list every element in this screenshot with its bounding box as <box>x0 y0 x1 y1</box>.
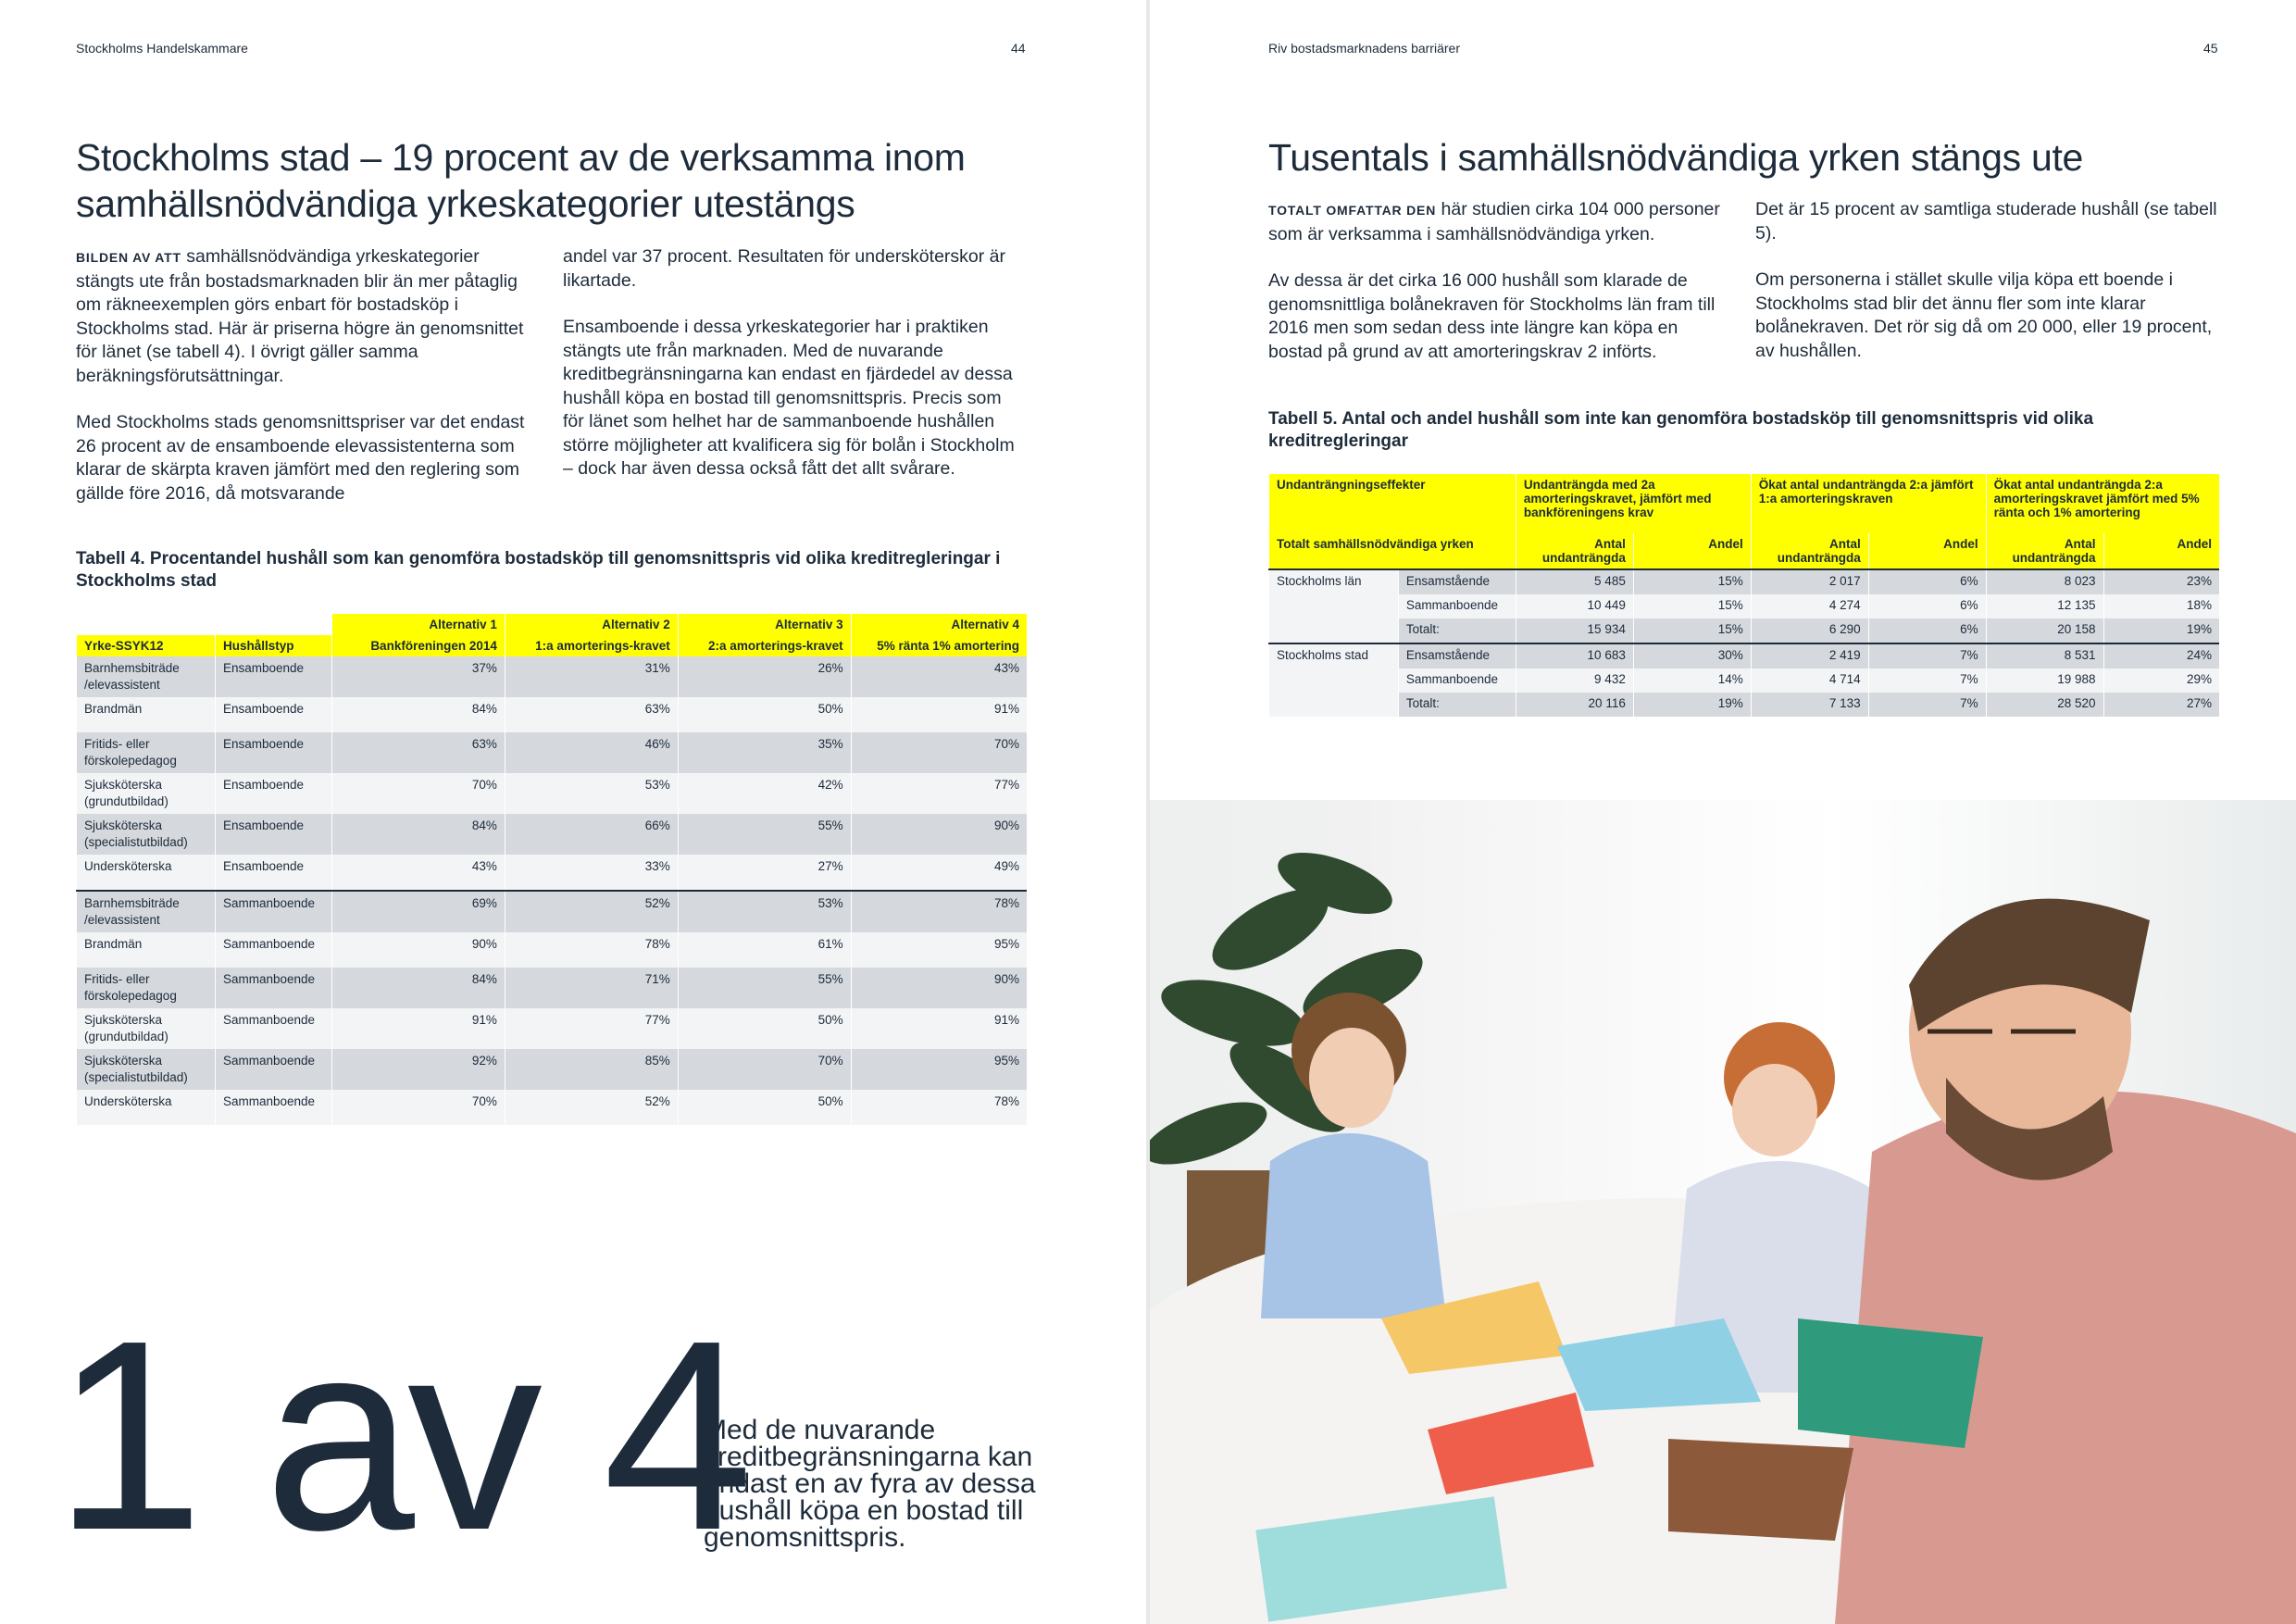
table-row <box>77 1049 1028 1090</box>
alt-header: Alternativ 4 <box>851 614 1027 635</box>
table-cell: 78% <box>851 1090 1027 1125</box>
table-cell: Ensamboende <box>215 732 331 773</box>
table-cell: 50% <box>678 1090 851 1125</box>
table-cell: Sammanboende <box>215 891 331 932</box>
table-cell: 84% <box>331 814 505 855</box>
table-cell: 20 158 <box>1986 618 2103 643</box>
table-cell: Sammanboende <box>215 1049 331 1090</box>
table-cell: 10 449 <box>1516 594 1633 618</box>
paragraph <box>76 245 539 388</box>
table-cell: 55% <box>678 968 851 1008</box>
column-header: Undanträngda med 2a amorteringskravet, jämfört med bankföreningens krav <box>1516 474 1751 533</box>
column-header: Antal undanträngda <box>1516 533 1633 569</box>
table-subheader-row <box>1269 533 2220 569</box>
table-cell: 49% <box>851 855 1027 891</box>
table-cell: Brandmän <box>77 697 216 732</box>
paragraph-text: här studien cirka 104 000 personer som är verksamma i samhällsnödvändiga yrken. <box>1268 199 1720 244</box>
table-row <box>1269 643 2220 668</box>
table-caption: Tabell 5. Antal och andel hushåll som inte kan genomföra bostadsköp till genomsnittspris vid olika kreditregleringar <box>1268 409 2094 451</box>
table-cell: 6% <box>1868 569 1986 594</box>
table-cell: Sammanboende <box>215 1090 331 1125</box>
table-caption: Tabell 4. Procentandel hushåll som kan genomföra bostadsköp till genomsnittspris vid olika kreditregleringar i Stockholms stad <box>76 549 1001 591</box>
table-cell: 29% <box>2103 668 2219 693</box>
page-number: 44 <box>1011 41 1026 56</box>
page-title: Tusentals i samhällsnödvändiga yrken stängs ute <box>1268 136 2084 179</box>
table-header-row <box>77 635 1028 656</box>
table-row <box>77 732 1028 773</box>
table-cell: 70% <box>331 773 505 814</box>
table-cell: 8 023 <box>1986 569 2103 594</box>
region-label: Stockholms stad <box>1269 643 1399 717</box>
table-cell: 19 988 <box>1986 668 2103 693</box>
table-cell: 6 290 <box>1751 618 1868 643</box>
column-header: Andel <box>1868 533 1986 569</box>
table-cell: Totalt: <box>1398 693 1516 717</box>
table-row <box>77 932 1028 968</box>
table-cell: 24% <box>2103 643 2219 668</box>
table-row <box>1269 618 2220 643</box>
left-page <box>0 0 1146 1624</box>
table-cell: 6% <box>1868 618 1986 643</box>
table-cell: 70% <box>331 1090 505 1125</box>
table-cell: Ensamstående <box>1398 569 1516 594</box>
table-cell: 28 520 <box>1986 693 2103 717</box>
region-label: Stockholms län <box>1269 569 1399 643</box>
table-cell: Brandmän <box>77 932 216 968</box>
table-cell: 26% <box>678 656 851 697</box>
paragraph: Det är 15 procent av samtliga studerade hushåll (se tabell 5). <box>1755 199 2217 244</box>
table-cell: 42% <box>678 773 851 814</box>
column-header: Ökat antal undanträngda 2:a jämfört 1:a amorteringskraven <box>1751 474 1986 533</box>
table-cell: Ensamboende <box>215 814 331 855</box>
big-statistic: 1 av 4 <box>54 1284 746 1586</box>
column-header: Undanträngningseffekter <box>1269 474 1516 533</box>
table-cell: 7% <box>1868 643 1986 668</box>
table-cell: 50% <box>678 697 851 732</box>
table-cell: Sammanboende <box>1398 594 1516 618</box>
table-cell: Sjuksköterska (specialistutbildad) <box>77 814 216 855</box>
table-row <box>77 855 1028 891</box>
lead-in: BILDEN AV ATT <box>76 250 181 265</box>
lead-in: TOTALT OMFATTAR DEN <box>1268 203 1437 218</box>
column-header: 2:a amorterings-kravet <box>678 635 851 656</box>
table-cell: 4 714 <box>1751 668 1868 693</box>
table-cell: 19% <box>2103 618 2219 643</box>
table-cell: 84% <box>331 968 505 1008</box>
table-cell: 31% <box>505 656 678 697</box>
table-cell: 18% <box>2103 594 2219 618</box>
table-cell: 85% <box>505 1049 678 1090</box>
column-header: Antal undanträngda <box>1986 533 2103 569</box>
table-header-row <box>1269 474 2220 533</box>
table-cell: Fritids- eller förskolepedagog <box>77 732 216 773</box>
table-cell: Sjuksköterska (grundutbildad) <box>77 773 216 814</box>
text-column-1 <box>76 245 539 529</box>
table-cell: Totalt: <box>1398 618 1516 643</box>
paragraph: Av dessa är det cirka 16 000 hushåll som klarade de genomsnittliga bolånekraven för Stockholms län fram till 2016 men som sedan dess inte längre kan köpa en bostad på grund av att amorteringskrav 2 införts. <box>1268 270 1716 362</box>
table-cell: 14% <box>1633 668 1751 693</box>
table-cell: 19% <box>1633 693 1751 717</box>
table-cell: 5 485 <box>1516 569 1633 594</box>
running-head: Stockholms Handelskammare <box>76 41 248 56</box>
table-cell: 37% <box>331 656 505 697</box>
table-cell: 15% <box>1633 618 1751 643</box>
table-cell: 43% <box>851 656 1027 697</box>
table-cell: 78% <box>851 891 1027 932</box>
table-cell: Ensamboende <box>215 855 331 891</box>
table-row <box>77 968 1028 1008</box>
table-row <box>1269 668 2220 693</box>
table-cell: Sammanboende <box>215 968 331 1008</box>
table-cell: 7 133 <box>1751 693 1868 717</box>
table-row <box>77 697 1028 732</box>
page-title: Stockholms stad – 19 procent av de verksamma inom samhällsnödvändiga yrkeskategorier utestängs <box>76 136 966 225</box>
table-cell: 53% <box>678 891 851 932</box>
text-column-1 <box>1268 198 1736 387</box>
text-column-2 <box>563 245 1026 505</box>
table-cell: 4 274 <box>1751 594 1868 618</box>
table-cell: 50% <box>678 1008 851 1049</box>
table-cell: 77% <box>851 773 1027 814</box>
table-cell: 53% <box>505 773 678 814</box>
alt-header: Alternativ 3 <box>678 614 851 635</box>
page-number: 45 <box>2203 41 2218 56</box>
table-cell: 63% <box>505 697 678 732</box>
table-cell: 43% <box>331 855 505 891</box>
right-page <box>1150 0 2296 1624</box>
table-cell: Sammanboende <box>215 1008 331 1049</box>
table-4 <box>76 614 1027 1125</box>
table-row <box>77 1008 1028 1049</box>
callout-text: Med de nuvarande kreditbegränsningarna kan endast en av fyra av dessa hushåll köpa en bostad till genomsnittspris. <box>704 1415 1036 1553</box>
table-cell: 91% <box>851 697 1027 732</box>
table-cell: 84% <box>331 697 505 732</box>
running-head: Riv bostadsmarknadens barriärer <box>1268 41 1460 56</box>
table-cell: 91% <box>851 1008 1027 1049</box>
table-cell: 52% <box>505 891 678 932</box>
table-cell: 46% <box>505 732 678 773</box>
paragraph-text: samhällsnödvändiga yrkeskategorier stängts ute från bostadsmarknaden blir än mer påtaglig om räkneexemplen görs enbart för bostadsköp i Stockholms stad. Här är priserna högre än genomsnittet för länet (se tabell 4). I övrigt gäller samma beräkningsförutsättningar. <box>76 246 524 386</box>
table-cell: 27% <box>2103 693 2219 717</box>
table-cell: 6% <box>1868 594 1986 618</box>
column-header: 1:a amorterings-kravet <box>505 635 678 656</box>
alt-header: Alternativ 1 <box>331 614 505 635</box>
table-row <box>1269 693 2220 717</box>
table-cell: 10 683 <box>1516 643 1633 668</box>
table-cell: 92% <box>331 1049 505 1090</box>
table-cell: 12 135 <box>1986 594 2103 618</box>
paragraph: andel var 37 procent. Resultaten för undersköterskor är likartade. <box>563 246 1006 291</box>
table-cell: 52% <box>505 1090 678 1125</box>
table-cell: Ensamstående <box>1398 643 1516 668</box>
column-header: Antal undanträngda <box>1751 533 1868 569</box>
table-cell: 27% <box>678 855 851 891</box>
table-cell: 61% <box>678 932 851 968</box>
table-cell: 66% <box>505 814 678 855</box>
table-cell: 20 116 <box>1516 693 1633 717</box>
column-header: Ökat antal undanträngda 2:a amorteringskravet jämfört med 5% ränta och 1% amortering <box>1986 474 2219 533</box>
table-cell: 70% <box>678 1049 851 1090</box>
table-cell: 78% <box>505 932 678 968</box>
table-row <box>77 814 1028 855</box>
table-cell: Barnhemsbiträde /elevassistent <box>77 891 216 932</box>
table-row <box>77 891 1028 932</box>
table-cell: 15 934 <box>1516 618 1633 643</box>
table-cell: 15% <box>1633 569 1751 594</box>
table-cell: 95% <box>851 1049 1027 1090</box>
table-cell: 90% <box>851 968 1027 1008</box>
table-row <box>1269 569 2220 594</box>
table-cell: Sjuksköterska (specialistutbildad) <box>77 1049 216 1090</box>
column-header: Totalt samhällsnödvändiga yrken <box>1269 533 1516 569</box>
table-cell: Barnhemsbiträde /elevassistent <box>77 656 216 697</box>
table-cell: 90% <box>331 932 505 968</box>
paragraph <box>1268 198 1736 246</box>
column-header: Andel <box>2103 533 2219 569</box>
table-cell: 55% <box>678 814 851 855</box>
table-5 <box>1268 474 2219 717</box>
classroom-photo <box>1150 800 2296 1624</box>
paragraph: Om personerna i stället skulle vilja köpa ett boende i Stockholms stad blir det ännu fler som inte klarar bolånekraven. Det rör sig då om 20 000, eller 19 procent, av hushållen. <box>1755 269 2213 361</box>
column-header: Yrke-SSYK12 <box>77 635 216 656</box>
table-cell: 69% <box>331 891 505 932</box>
table-cell: Fritids- eller förskolepedagog <box>77 968 216 1008</box>
table-cell: 8 531 <box>1986 643 2103 668</box>
table-cell: 91% <box>331 1008 505 1049</box>
table-cell: Undersköterska <box>77 1090 216 1125</box>
table-cell: 70% <box>851 732 1027 773</box>
table-cell: 7% <box>1868 668 1986 693</box>
text-column-2 <box>1755 198 2223 386</box>
table-cell: 33% <box>505 855 678 891</box>
table-cell: 71% <box>505 968 678 1008</box>
table-cell: 63% <box>331 732 505 773</box>
table-row <box>77 773 1028 814</box>
table-cell: Ensamboende <box>215 656 331 697</box>
table-cell: 30% <box>1633 643 1751 668</box>
column-header: Andel <box>1633 533 1751 569</box>
table-cell: Sjuksköterska (grundutbildad) <box>77 1008 216 1049</box>
table-cell: Ensamboende <box>215 773 331 814</box>
table-alt-header-row <box>77 614 1028 635</box>
paragraph: Ensamboende i dessa yrkeskategorier har i praktiken stängts ute från marknaden. Med de nuvarande kreditbegränsningarna kan endast en fjärdedel av dessa hushåll köpa en bostad till genomsnittspris. Precis som för länet som helhet har de sammanboende hushållen större möjligheter att kvalificera sig för bolån i Stockholm – dock har även dessa också fått det allt svårare. <box>563 317 1015 479</box>
table-row <box>1269 594 2220 618</box>
table-row <box>77 1090 1028 1125</box>
table-cell: Ensamboende <box>215 697 331 732</box>
table-cell: 35% <box>678 732 851 773</box>
table-cell: 23% <box>2103 569 2219 594</box>
paragraph: Med Stockholms stads genomsnittspriser var det endast 26 procent av de ensamboende elevassistenterna som klarar de skärpta kraven jämfört med den reglering som gällde före 2016, då motsvarande <box>76 412 525 504</box>
column-header: 5% ränta 1% amortering <box>851 635 1027 656</box>
table-cell: 2 017 <box>1751 569 1868 594</box>
table-cell: 95% <box>851 932 1027 968</box>
alt-header: Alternativ 2 <box>505 614 678 635</box>
table-cell: 2 419 <box>1751 643 1868 668</box>
column-header: Bankföreningen 2014 <box>331 635 505 656</box>
table-cell: 90% <box>851 814 1027 855</box>
column-header: Hushållstyp <box>215 635 331 656</box>
table-cell: Undersköterska <box>77 855 216 891</box>
table-cell: 9 432 <box>1516 668 1633 693</box>
table-row <box>77 656 1028 697</box>
table-cell: 77% <box>505 1008 678 1049</box>
table-cell: 7% <box>1868 693 1986 717</box>
table-cell: 15% <box>1633 594 1751 618</box>
table-cell: Sammanboende <box>215 932 331 968</box>
table-cell: Sammanboende <box>1398 668 1516 693</box>
